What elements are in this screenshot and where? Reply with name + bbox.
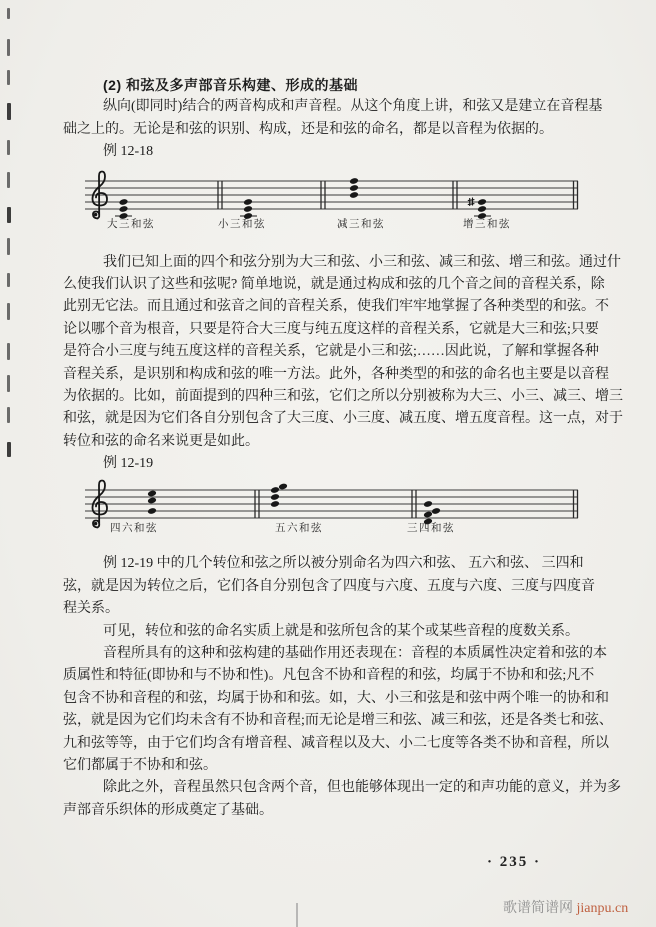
chord-label: 小三和弦 xyxy=(218,218,266,230)
chord-label: 三四和弦 xyxy=(407,523,455,535)
example-12-19-label: 例 12-19 xyxy=(103,456,154,472)
staff-lines xyxy=(85,490,578,518)
text-line: 我们已知上面的四个和弦分别为大三和弦、小三和弦、减三和弦、增三和弦。通过什 xyxy=(103,254,621,270)
margin-dash xyxy=(7,343,10,360)
margin-dash xyxy=(7,238,10,255)
text-line: 例 12-19 中的几个转位和弦之所以被分别命名为四六和弦、 五六和弦、 三四和 xyxy=(103,556,584,572)
page-crease-mark xyxy=(296,903,298,927)
text-line: 声部音乐织体的形成奠定了基础。 xyxy=(63,802,273,818)
text-line: 转位和弦的命名来说更是如此。 xyxy=(63,433,259,449)
text-line: 除此之外，音程虽然只包含两个音，但也能够体现出一定的和声功能的意义，并为多 xyxy=(103,780,621,796)
example-12-19-figure xyxy=(63,475,594,553)
chord-diminished-triad xyxy=(349,177,359,198)
margin-dash xyxy=(7,39,10,56)
watermark xyxy=(503,897,628,917)
text-line: 它们都属于不协和和弦。 xyxy=(63,757,217,773)
text-line: 是符合小三度与纯五度这样的音程关系，它就是小三和弦;……因此说，了解和掌握各种 xyxy=(63,344,599,360)
page-number: · 235 · xyxy=(487,854,542,870)
text-line: 九和弦等等，由于它们均含有增音程、减音程以及大、小二七度等各类不协和音程，所以 xyxy=(63,735,609,751)
paragraph-3 xyxy=(63,553,594,620)
chord-label: 五六和弦 xyxy=(275,523,323,535)
text-line: 程关系。 xyxy=(63,601,119,617)
margin-dash xyxy=(7,8,10,19)
paragraph-6 xyxy=(63,777,621,822)
margin-dash xyxy=(7,70,10,85)
text-line: 础之上的。无论是和弦的识别、构成，还是和弦的命名，都是以音程为依据的。 xyxy=(63,121,553,137)
text-line: 质属性和特征(即协和与不协和性)。凡包含不协和音程的和弦，均属于不协和和弦;凡不 xyxy=(63,668,595,684)
chord-label: 四六和弦 xyxy=(110,523,158,535)
staff-lines xyxy=(85,181,578,209)
chord-label: 增三和弦 xyxy=(463,218,511,230)
text-line: 纵向(即同时)结合的两音构成和声音程。从这个角度上讲，和弦又是建立在音程基 xyxy=(103,99,603,115)
text-line: 可见，转位和弦的命名实质上就是和弦所包含的某个或某些音程的度数关系。 xyxy=(103,623,579,639)
text-line: 么使我们认识了这些和弦呢? 简单地说，就是通过构成和弦的几个音之间的音程关系，除 xyxy=(63,276,605,292)
margin-dash xyxy=(7,273,10,287)
margin-dash xyxy=(7,103,11,120)
paragraph-1 xyxy=(63,96,603,141)
margin-dash xyxy=(7,172,10,188)
chord-six-four xyxy=(147,490,157,515)
text-line: 此别无它法。而且通过和弦音之间的音程关系，使我们牢牢地掌握了各种类型的和弦。不 xyxy=(63,299,609,315)
text-line: 音程所具有的这种和弦构建的基础作用还表现在：音程的本质属性决定着和弦的本 xyxy=(103,646,607,662)
text-line: 音程关系，是识别和构成和弦的唯一方法。此外，各种类型的和弦的命名也主要是以音程 xyxy=(63,366,609,382)
margin-dash xyxy=(7,375,10,392)
text-line: 和弦，就是因为它们各自分别包含了大三度、小三度、减五度、增五度音程。这一点，对于 xyxy=(63,411,623,427)
text-line: 包含不协和音程的和弦，均属于协和和弦。如，大、小三和弦是和弦中两个唯一的协和和 xyxy=(63,690,609,706)
paragraph-4 xyxy=(63,621,594,643)
margin-dash xyxy=(7,407,10,423)
example-12-18-figure xyxy=(63,164,594,252)
text-line: 弦，就是因为转位之后，它们各自分别包含了四度与六度、五度与六度、三度与四度音 xyxy=(63,578,595,594)
text-line: 为依据的。比如，前面提到的四种三和弦，它们之所以分别被称为大三、小三、减三、增三 xyxy=(63,388,623,404)
text-line: 弦，就是因为它们均未含有不协和音程;而无论是增三和弦、减三和弦，还是各类七和弦、 xyxy=(63,713,613,729)
paragraph-5 xyxy=(63,643,613,777)
paragraph-2 xyxy=(63,252,623,454)
chord-label: 大三和弦 xyxy=(107,218,155,230)
content-column xyxy=(63,74,623,822)
section-heading: (2) 和弦及多声部音乐构建、形成的基础 xyxy=(103,77,358,93)
watermark-site-url: jianpu.cn xyxy=(576,901,629,916)
margin-dash xyxy=(7,303,10,320)
margin-dash xyxy=(7,140,10,155)
chord-label: 减三和弦 xyxy=(337,218,385,230)
example-12-18-label: 例 12-18 xyxy=(103,144,154,160)
margin-dash xyxy=(7,207,11,223)
margin-dash xyxy=(7,442,11,457)
watermark-site-name: 歌谱简谱网 xyxy=(503,901,573,916)
staff-2 xyxy=(85,477,585,533)
text-line: 论以哪个音为根音，只要是符合大三度与纯五度这样的音程关系，它就是大三和弦;只要 xyxy=(63,321,599,337)
